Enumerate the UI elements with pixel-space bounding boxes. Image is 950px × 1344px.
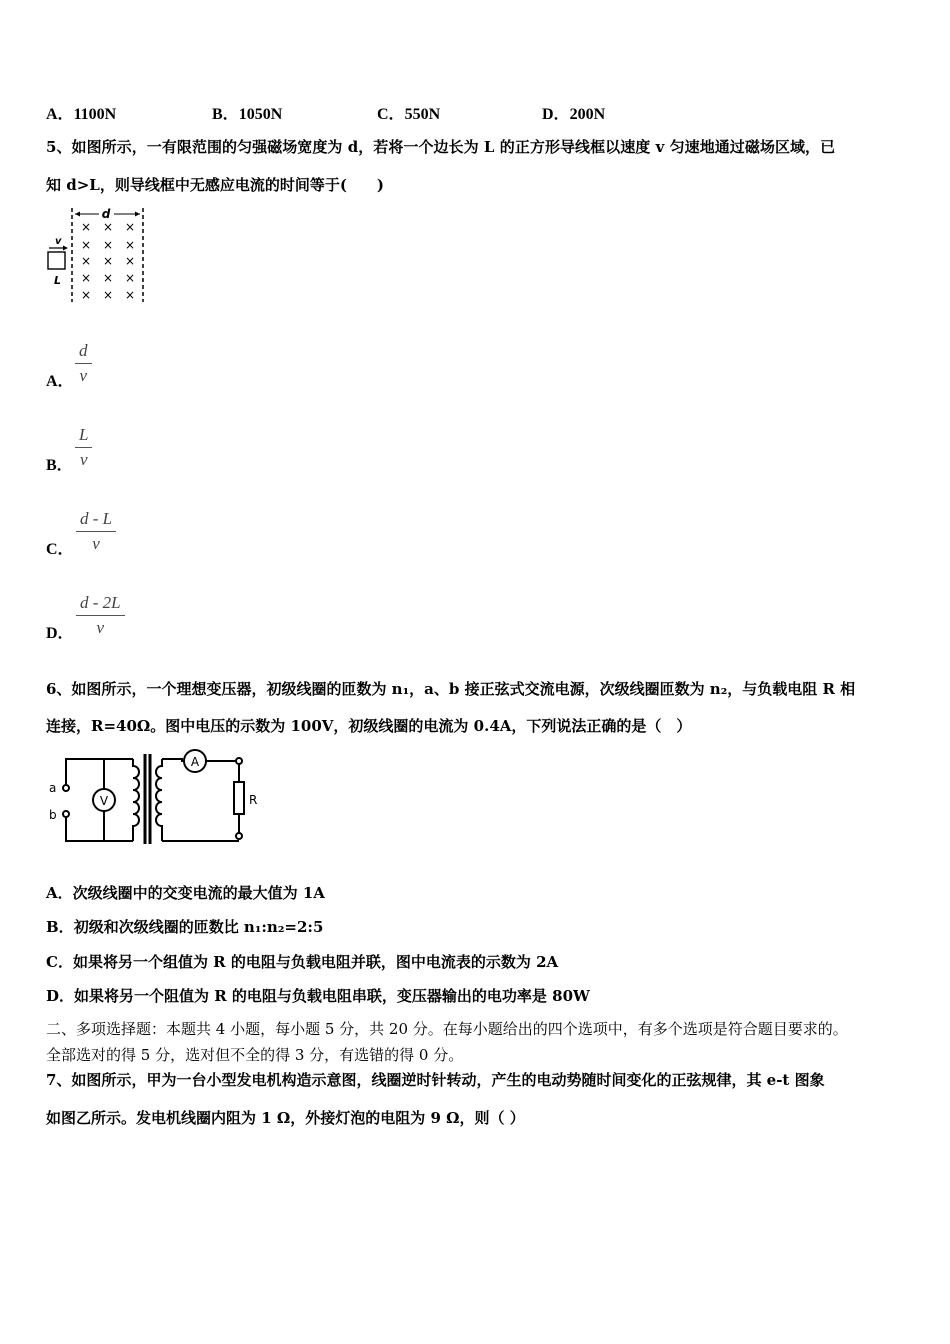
q5-option-d-fraction: $\frac{d - 2L}{v}$ [76, 593, 125, 638]
load-resistor [234, 782, 244, 814]
svg-text:×: × [102, 254, 114, 268]
width-d-label: d [101, 207, 111, 221]
primary-bottom-wire [66, 817, 133, 841]
resistor-label: R [249, 793, 258, 807]
svg-text:×: × [80, 238, 92, 252]
q5-stem-line2: 知 d>L，则导线框中无感应电流的时间等于( ) [46, 176, 385, 194]
square-loop-frame [48, 252, 65, 269]
terminal-a [63, 785, 69, 791]
primary-top-wire [66, 759, 133, 785]
q5-option-d-label: D． [46, 625, 74, 642]
section2-heading-line2: 全部选对的得 5 分，选对但不全的得 3 分，有选错的得 0 分。 [46, 1046, 464, 1064]
svg-text:×: × [102, 220, 114, 234]
q6-option-c: C．如果将另一个组值为 R 的电阻与负载电阻并联，图中电流表的示数为 2A [46, 953, 559, 971]
q4-option-d: D．200N [542, 106, 606, 123]
q6-option-d: D．如果将另一个阻值为 R 的电阻与负载电阻串联，变压器输出的电功率是 80W [46, 987, 590, 1005]
field-crosses [81, 220, 135, 302]
transformer-circuit-figure [44, 744, 264, 844]
svg-text:×: × [124, 271, 136, 285]
q4-option-b: B．1050N [212, 106, 283, 123]
q5-option-b-fraction: $\frac{L}{v}$ [75, 425, 92, 470]
q5-option-c-fraction: $\frac{d - L}{v}$ [76, 509, 116, 554]
q6-option-b: B．初级和次级线圈的匝数比 n₁:n₂=2:5 [46, 918, 324, 936]
terminal-a-label: a [49, 781, 57, 795]
q6-stem-line1: 6、如图所示，一个理想变压器，初级线圈的匝数为 n₁，a、b 接正弦式交流电源，次级线圈匝数为 n₂，与负载电阻 R 相 [46, 680, 856, 698]
svg-text:×: × [80, 254, 92, 268]
q7-stem-line1: 7、如图所示，甲为一台小型发电机构造示意图，线圈逆时针转动，产生的电动势随时间变化的正弦规律，其 e-t 图象 [46, 1071, 825, 1089]
side-L-label: L [54, 274, 62, 287]
svg-text:×: × [124, 254, 136, 268]
svg-text:×: × [102, 271, 114, 285]
velocity-v-label: v [55, 236, 62, 247]
ammeter-label: A [190, 755, 200, 769]
q5-option-a-label: A． [46, 373, 74, 390]
q4-option-c: C．550N [377, 106, 441, 123]
q5-stem-line1: 5、如图所示，一有限范围的匀强磁场宽度为 d，若将一个边长为 L 的正方形导线框以速度 v 匀速地通过磁场区域，已 [46, 138, 836, 156]
secondary-coil [156, 759, 162, 841]
q7-stem-line2: 如图乙所示。发电机线圈内阻为 1 Ω，外接灯泡的电阻为 9 Ω，则（ ） [46, 1109, 525, 1127]
svg-text:×: × [124, 220, 136, 234]
q6-option-a: A．次级线圈中的交变电流的最大值为 1A [46, 884, 325, 902]
q4-option-a: A．1100N [46, 106, 117, 123]
primary-coil [133, 759, 139, 841]
svg-text:×: × [102, 288, 114, 302]
q5-option-c-label: C． [46, 541, 74, 558]
terminal-b-label: b [49, 808, 57, 822]
svg-text:×: × [124, 288, 136, 302]
terminal-b [63, 811, 69, 817]
svg-text:×: × [80, 288, 92, 302]
q6-stem-line2: 连接，R=40Ω。图中电压的示数为 100V，初级线圈的电流为 0.4A，下列说法正确的是（ ） [46, 717, 692, 735]
svg-text:×: × [102, 238, 114, 252]
svg-text:×: × [124, 238, 136, 252]
section2-heading-line1: 二、多项选择题：本题共 4 小题，每小题 5 分，共 20 分。在每小题给出的四个选项中，有多个选项是符合题目要求的。 [46, 1020, 848, 1038]
voltmeter-label: V [99, 794, 109, 808]
q5-option-b-label: B． [46, 457, 73, 474]
magnetic-field-figure [44, 204, 149, 306]
q5-option-a-fraction: $\frac{d}{v}$ [75, 341, 92, 386]
svg-text:×: × [80, 271, 92, 285]
svg-text:×: × [80, 220, 92, 234]
